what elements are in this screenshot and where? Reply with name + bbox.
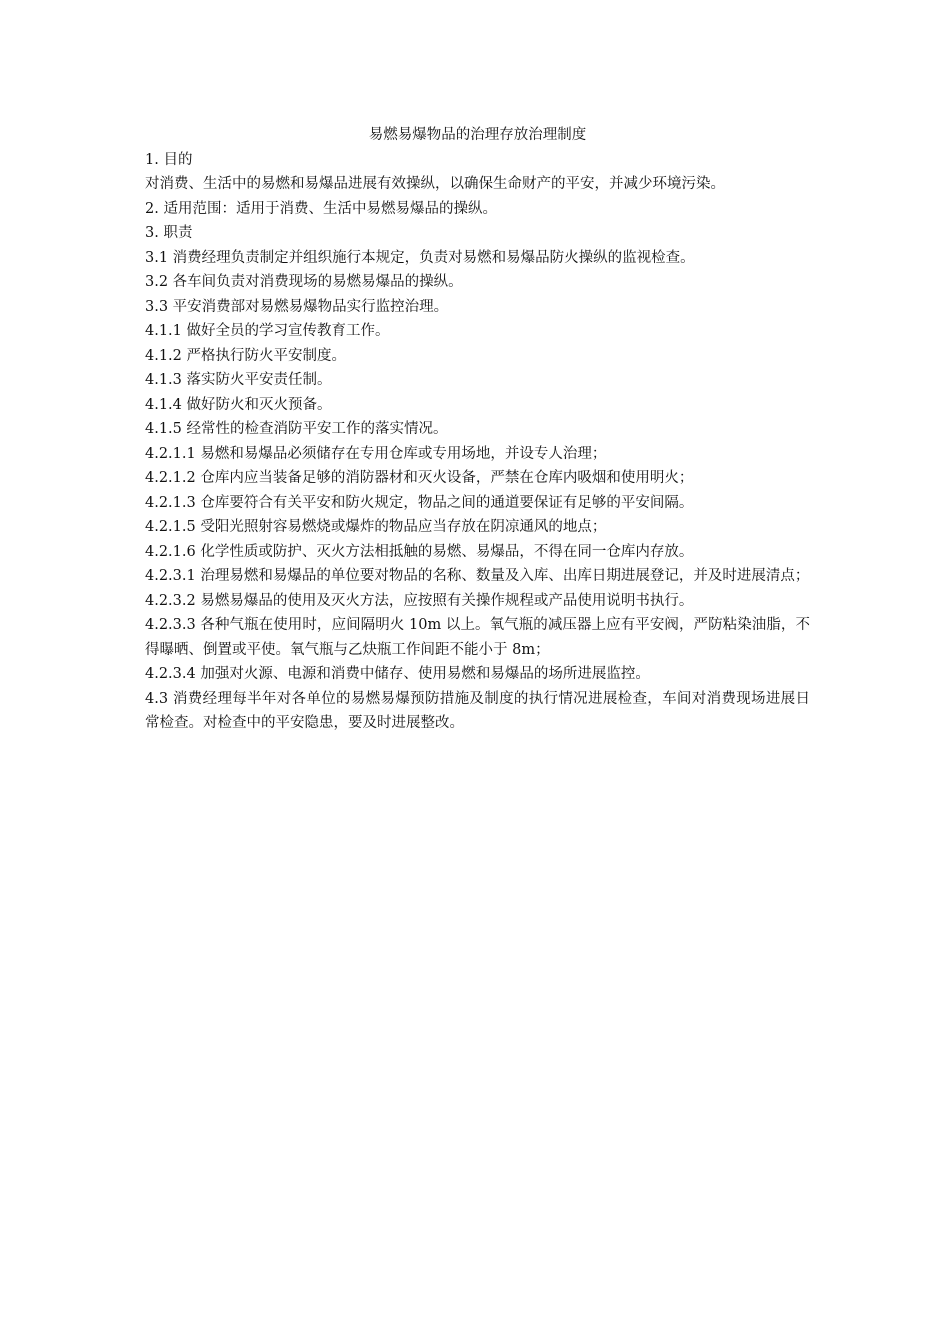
paragraph: 4.1.1 做好全员的学习宣传教育工作。 bbox=[145, 323, 390, 339]
paragraph: 4.1.4 做好防火和灭火预备。 bbox=[145, 396, 332, 413]
paragraph: 2. 适用范围：适用于消费、生活中易燃易爆品的操纵。 bbox=[145, 200, 497, 217]
paragraph: 对消费、生活中的易燃和易爆品进展有效操纵，以确保生命财产的平安，并减少环境污染。 bbox=[145, 176, 725, 192]
paragraph: 4.2.1.2 仓库内应当装备足够的消防器材和灭火设备，严禁在仓库内吸烟和使用明火； bbox=[145, 470, 694, 486]
paragraph: 4.1.2 严格执行防火平安制度。 bbox=[145, 347, 347, 364]
paragraph: 4.3 消费经理每半年对各单位的易燃易爆预防措施及制度的执行情况进展检查，车间对消费现场进展日常检查。对检查中的平安隐患，要及时进展整改。 bbox=[145, 690, 810, 731]
paragraph: 4.2.3.2 易燃易爆品的使用及灭火方法，应按照有关操作规程或产品使用说明书执行。 bbox=[145, 592, 694, 609]
paragraph: 4.2.1.6 化学性质或防护、灭火方法相抵触的易燃、易爆品，不得在同一仓库内存放。 bbox=[145, 543, 694, 560]
paragraph: 4.2.3.1 治理易燃和易爆品的单位要对物品的名称、数量及入库、出库日期进展登记，并及时进展清点； bbox=[145, 568, 810, 584]
document-body bbox=[145, 123, 810, 736]
paragraph: 4.2.1.3 仓库要符合有关平安和防火规定，物品之间的通道要保证有足够的平安间隔。 bbox=[145, 494, 694, 511]
paragraph: 4.2.1.5 受阳光照射容易燃烧或爆炸的物品应当存放在阴凉通风的地点； bbox=[145, 519, 607, 535]
paragraph: 4.1.3 落实防火平安责任制。 bbox=[145, 372, 332, 388]
paragraph: 3.3 平安消费部对易燃易爆物品实行监控治理。 bbox=[145, 298, 449, 315]
paragraph: 4.2.3.3 各种气瓶在使用时，应间隔明火 10m 以上。氧气瓶的减压器上应有平安阀，严防粘染油脂，不得曝晒、倒置或平使。氧气瓶与乙炔瓶工作间距不能小于 8m； bbox=[145, 617, 810, 658]
paragraph: 4.2.3.4 加强对火源、电源和消费中储存、使用易燃和易爆品的场所进展监控。 bbox=[145, 666, 650, 682]
document-title: 易燃易爆物品的治理存放治理制度 bbox=[368, 127, 587, 143]
paragraph: 4.2.1.1 易燃和易爆品必须储存在专用仓库或专用场地，并设专人治理； bbox=[145, 445, 607, 462]
paragraph: 3. 职责 bbox=[145, 225, 193, 241]
paragraph: 1. 目的 bbox=[145, 151, 193, 168]
paragraph: 4.1.5 经常性的检查消防平安工作的落实情况。 bbox=[145, 421, 448, 437]
paragraph: 3.2 各车间负责对消费现场的易燃易爆品的操纵。 bbox=[145, 274, 463, 290]
paragraph: 3.1 消费经理负责制定并组织施行本规定，负责对易燃和易爆品防火操纵的监视检查。 bbox=[145, 249, 695, 266]
